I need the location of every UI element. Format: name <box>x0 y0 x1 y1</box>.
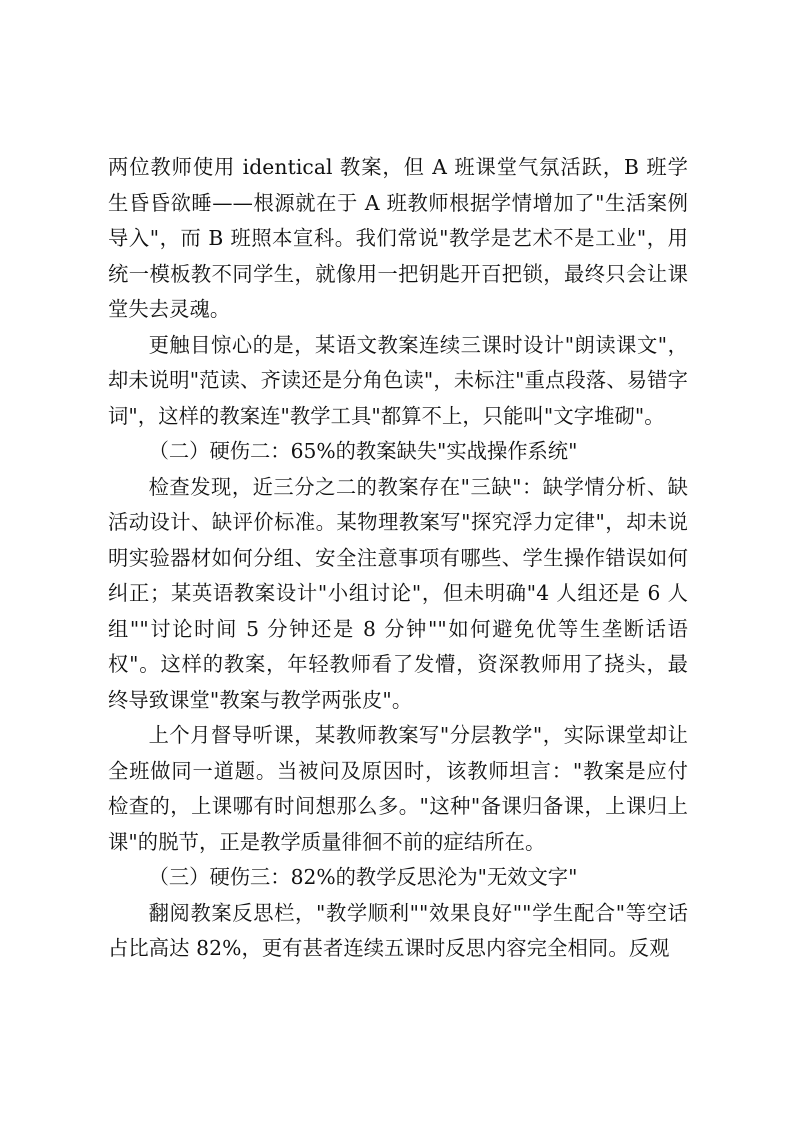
paragraph-three-missing: 检查发现，近三分之二的教案存在"三缺"：缺学情分析、缺活动设计、缺评价标准。某物理教案写"探究浮力定律"，却未说明实验器材如何分组、安全注意事项有哪些、学生操作错误如何纠正；某英语教案设计"小组讨论"，但未明确"4 人组还是 6 人组""讨论时间 5 分钟还是 8 分钟""如何避免优等生垄断话语权"。这样的教案，年轻教师看了发懵，资深教师用了挠头，最终导致课堂"教案与教学两张皮"。 <box>108 474 688 712</box>
paragraph-chinese-lesson-example: 更触目惊心的是，某语文教案连续三课时设计"朗读课文"，却未说明"范读、齐读还是分角色读"，未标注"重点段落、易错字词"，这样的教案连"教学工具"都算不上，只能叫"文字堆砌"。 <box>108 332 688 428</box>
paragraph-reflection-column: 翻阅教案反思栏，"教学顺利""效果良好""学生配合"等空话占比高达 82%，更有甚者连续五课时反思内容完全相同。反观 <box>108 900 688 960</box>
section-heading-flaw-three: （三）硬伤三：82%的教学反思沦为"无效文字" <box>148 865 578 889</box>
document-page <box>108 150 688 967</box>
paragraph-identical-lesson-plans: 两位教师使用 identical 教案，但 A 班课堂气氛活跃，B 班学生昏昏欲睡——根源就在于 A 班教师根据学情增加了"生活案例导入"，而 B 班照本宣科。我们常说"教学是艺术不是工业"，用统一模板教不同学生，就像用一把钥匙开百把锁，最终只会让课堂失去灵魂。 <box>108 155 688 321</box>
section-heading-flaw-two: （二）硬伤二：65%的教案缺失"实战操作系统" <box>148 439 578 463</box>
paragraph-supervision-observation: 上个月督导听课，某教师教案写"分层教学"，实际课堂却让全班做同一道题。当被问及原因时，该教师坦言："教案是应付检查的，上课哪有时间想那么多。"这种"备课归备课，上课归上课"的脱节，正是教学质量徘徊不前的症结所在。 <box>108 723 688 854</box>
